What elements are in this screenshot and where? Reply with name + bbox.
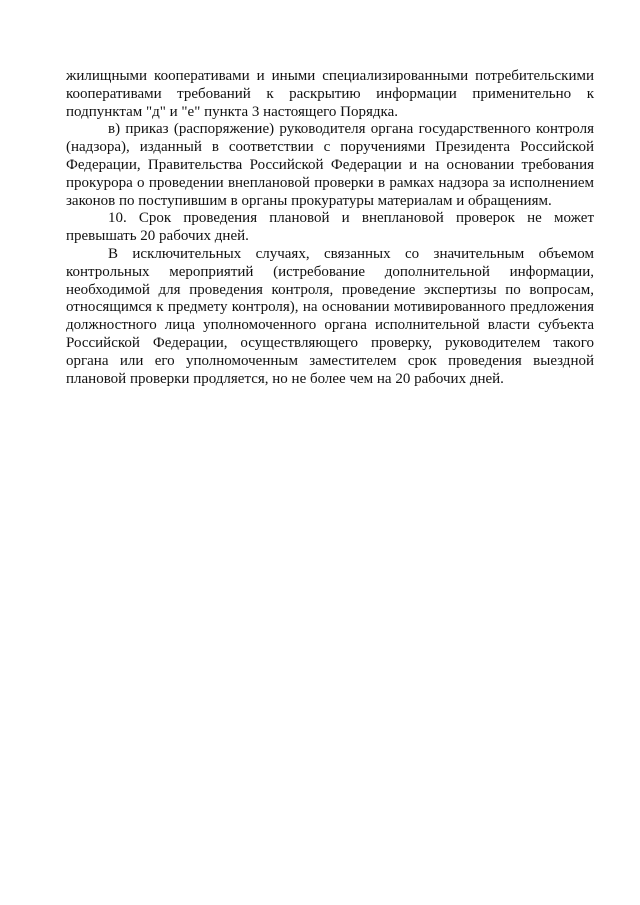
paragraph-continuation: жилищными кооперативами и иными специализированными потребительскими кооперативами требований к раскрытию информации применительно к подпунктам "д" и "е" пункта 3 настоящего Порядка. (66, 68, 594, 120)
paragraph-exceptional-cases: В исключительных случаях, связанных со значительным объемом контрольных мероприятий (истребование дополнительной информации, необходимой для проведения контроля, проведение экспертизы по вопросам, относящимся к предмету контроля), на основании мотивированного предложения должностного лица уполномоченного органа исполнительной власти субъекта Российской Федерации, осуществляющего проверку, руководителем такого органа или его уполномоченным заместителем срок проведения выездной плановой проверки продляется, но не более чем на 20 рабочих дней. (66, 245, 594, 387)
paragraph-subitem-v: в) приказ (распоряжение) руководителя органа государственного контроля (надзора), изданный в соответствии с поручениями Президента Российской Федерации, Правительства Российской Федерации и на основании требования прокурора о проведении внеплановой проверки в рамках надзора за исполнением законов по поступившим в органы прокуратуры материалам и обращениям. (66, 121, 594, 209)
paragraph-item-10: 10. Срок проведения плановой и внеплановой проверок не может превышать 20 рабочих дней. (66, 210, 594, 245)
document-body (66, 68, 594, 388)
